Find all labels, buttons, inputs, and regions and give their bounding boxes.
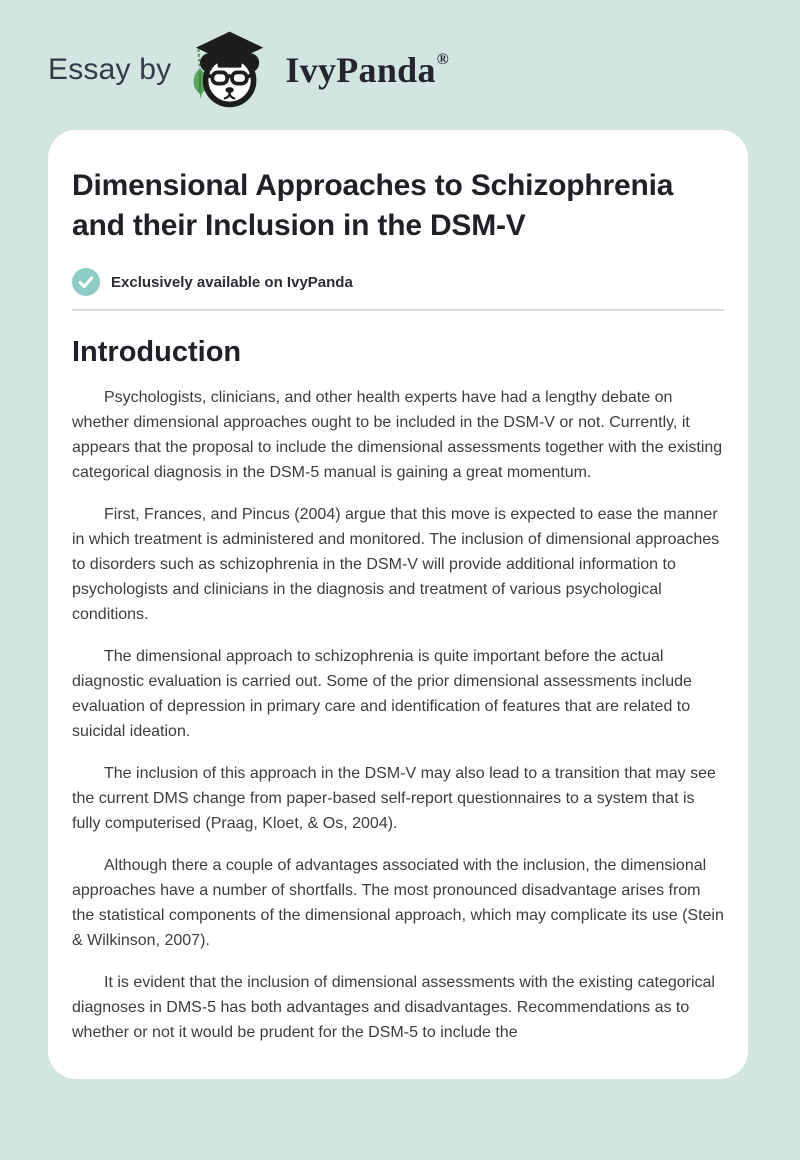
registered-mark: ® (436, 51, 450, 68)
essay-body (72, 385, 724, 1045)
paragraph: Although there a couple of advantages associated with the inclusion, the dimensional approaches have a number of shortfalls. The most pronounced disadvantage arises from the statistical components of the dimensional approach, which may complicate its use (Stein & Wilkinson, 2007). (72, 857, 724, 949)
paragraph: The dimensional approach to schizophrenia is quite important before the actual diagnostic evaluation is carried out. Some of the prior dimensional assessments include evaluation of depression in primary care and identification of features that are related to suicidal ideation. (72, 648, 692, 740)
essay-by-label: Essay by (48, 53, 172, 86)
check-circle-icon (72, 268, 100, 296)
essay-card (48, 130, 748, 1079)
brand-name: IvyPanda (285, 50, 436, 90)
page-header (0, 0, 800, 130)
paragraph: The inclusion of this approach in the DSM-V may also lead to a transition that may see the current DMS change from paper-based self-report questionnaires to a system that is fully computerised (Praag, Kloet, & Os, 2004). (72, 765, 716, 832)
ivypanda-logo-icon (188, 30, 268, 110)
paragraph: First, Frances, and Pincus (2004) argue that this move is expected to ease the manner in which treatment is administered and monitored. The inclusion of dimensional approaches to disorders such as schizophrenia in the DSM-V will provide additional information to psychologists and clinicians in the diagnosis and treatment of various psychological conditions. (72, 506, 720, 623)
brand-wordmark (285, 49, 449, 91)
exclusive-badge-label: Exclusively available on IvyPanda (111, 273, 353, 291)
paragraph: Psychologists, clinicians, and other health experts have had a lengthy debate on whether dimensional approaches ought to be included in the DSM-V or not. Currently, it appears that the proposal to include the dimensional assessments together with the existing categorical diagnosis in the DSM-5 manual is gaining a great momentum. (72, 389, 723, 481)
exclusive-badge (72, 268, 724, 296)
section-heading-introduction: Introduction (72, 336, 242, 368)
paragraph: It is evident that the inclusion of dimensional assessments with the existing categorical diagnoses in DMS-5 has both advantages and disadvantages. Recommendations as to whether or not it would be prudent for the DSM-5 to include the (72, 974, 715, 1041)
essay-title: Dimensional Approaches to Schizophrenia and their Inclusion in the DSM-V (72, 169, 674, 242)
divider (72, 309, 724, 311)
